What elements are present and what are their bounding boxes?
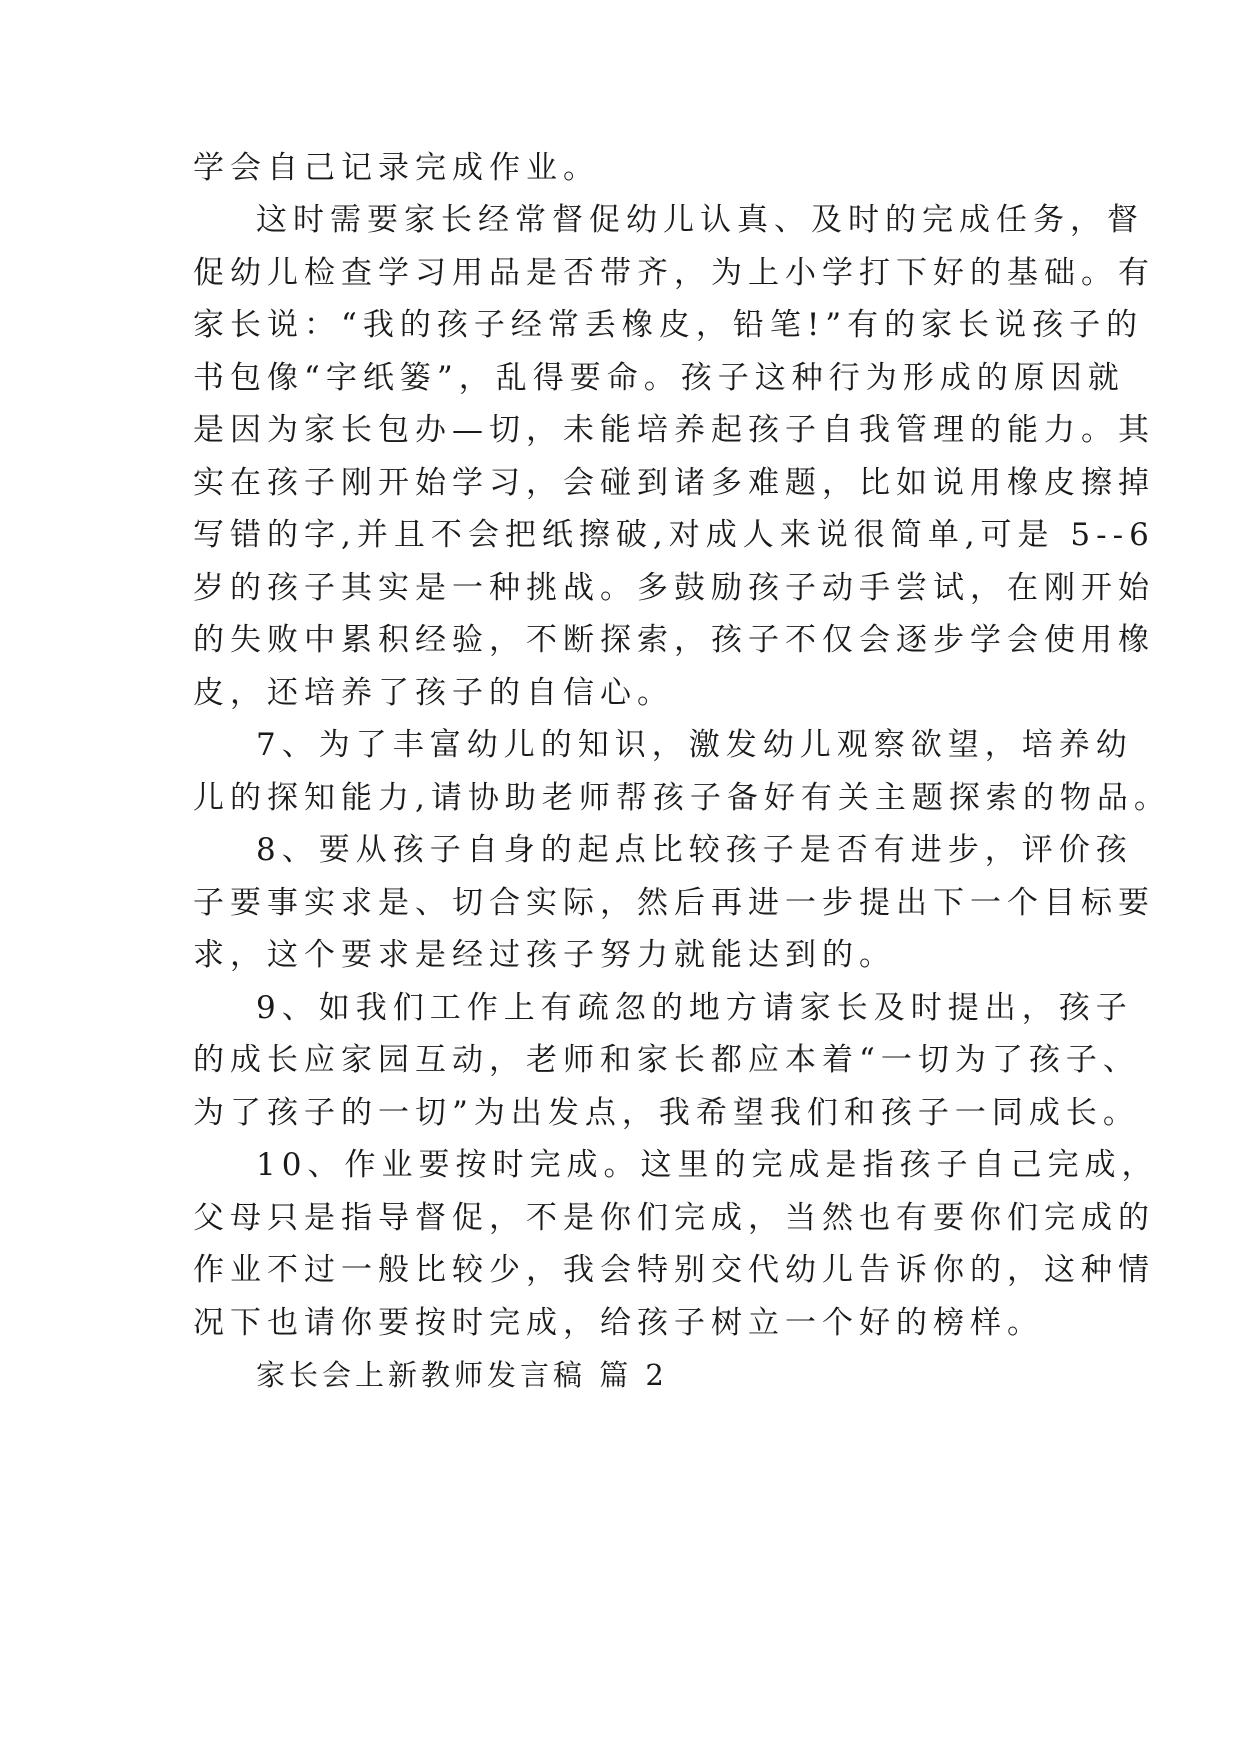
section-heading: 家长会上新教师发言稿 篇 2 [256, 1358, 668, 1392]
paragraph-line: 这时需要家长经常督促幼儿认真、及时的完成任务，督 [256, 202, 1144, 238]
text-line: 子要事实求是、切合实际，然后再进一步提出下一个目标要 [193, 885, 1155, 921]
text-line: 学会自己记录完成作业。 [193, 150, 600, 186]
text-line: 是因为家长包办—切，未能培养起孩子自我管理的能力。其 [193, 412, 1155, 448]
text-line: 促幼儿检查学习用品是否带齐，为上小学打下好的基础。有 [193, 255, 1155, 291]
text-line: 为了孩子的一切”为出发点，我希望我们和孩子一同成长。 [193, 1095, 1140, 1131]
paragraph-line: 8、要从孩子自身的起点比较孩子是否有进步，评价孩 [256, 832, 1133, 868]
text-line: 父母只是指导督促，不是你们完成，当然也有要你们完成的 [193, 1200, 1155, 1236]
text-line: 家长说：“我的孩子经常丢橡皮，铅笔!”有的家长说孩子的 [193, 307, 1144, 343]
text-line: 的成长应家园互动，老师和家长都应本着“一切为了孩子、 [193, 1042, 1140, 1078]
text-line: 皮，还培养了孩子的自信心。 [193, 675, 674, 711]
text-line: 求，这个要求是经过孩子努力就能达到的。 [193, 937, 896, 973]
text-line: 岁的孩子其实是一种挑战。多鼓励孩子动手尝试，在刚开始 [193, 570, 1155, 606]
text-line: 作业不过一般比较少，我会特别交代幼儿告诉你的，这种情 [193, 1252, 1155, 1288]
text-line: 的失败中累积经验，不断探索，孩子不仅会逐步学会使用橡 [193, 622, 1155, 658]
paragraph-line: 10、作业要按时完成。这里的完成是指孩子自己完成， [256, 1147, 1159, 1183]
paragraph-line: 7、为了丰富幼儿的知识，激发幼儿观察欲望，培养幼 [256, 727, 1133, 763]
text-line: 儿的探知能力,请协助老师帮孩子备好有关主题探索的物品。 [193, 780, 1171, 816]
paragraph-line: 9、如我们工作上有疏忽的地方请家长及时提出，孩子 [256, 990, 1133, 1026]
text-line: 实在孩子刚开始学习，会碰到诸多难题，比如说用橡皮擦掉 [193, 465, 1155, 501]
text-line: 写错的字,并且不会把纸擦破,对成人来说很简单,可是 5--6 [193, 517, 1155, 553]
text-line: 书包像“字纸篓”，乱得要命。孩子这种行为形成的原因就 [193, 360, 1125, 396]
text-line: 况下也请你要按时完成，给孩子树立一个好的榜样。 [193, 1305, 1044, 1341]
